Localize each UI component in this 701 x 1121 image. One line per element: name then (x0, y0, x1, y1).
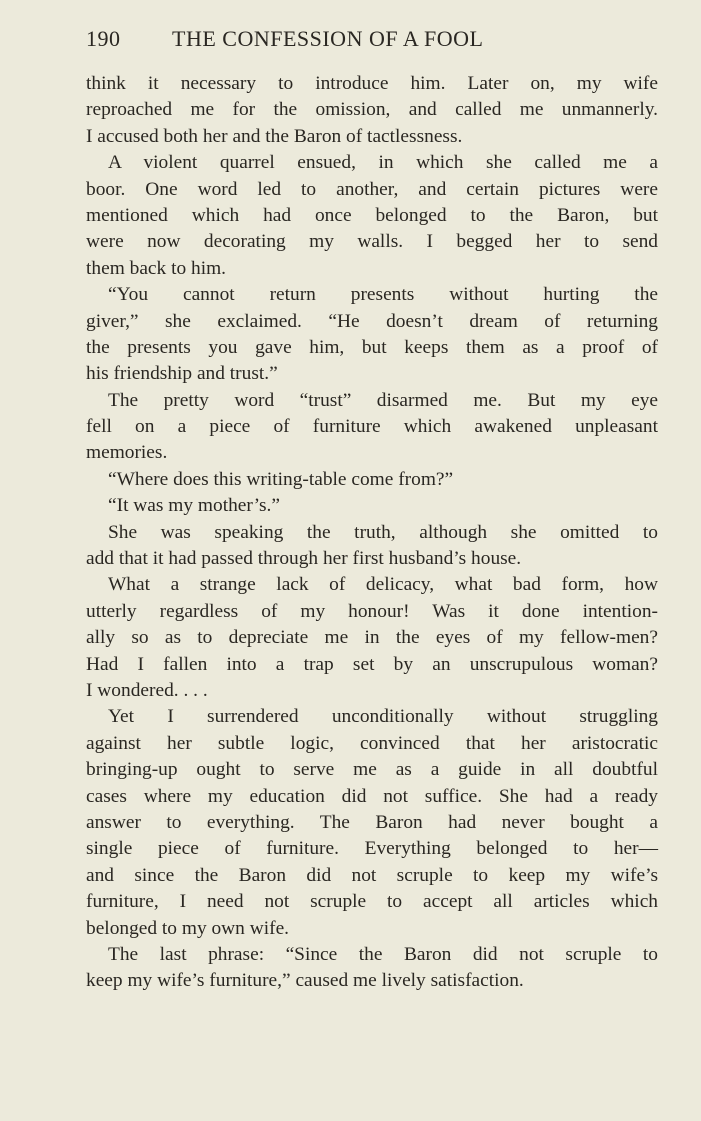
text-line: I wondered. . . . (86, 679, 208, 701)
text-line: belonged to my own wife. (86, 917, 290, 939)
text-line: reproached me for the omission, and called me unmannerly. (86, 99, 658, 121)
paragraph (86, 71, 658, 150)
text-line: utterly regardless of my honour! Was it done intention- (86, 600, 658, 622)
text-line: giver,” she exclaimed. “He doesn’t dream of returning (86, 310, 658, 332)
text-line: the presents you gave him, but keeps them as a proof of (86, 336, 658, 358)
paragraph (86, 704, 658, 942)
text-line: fell on a piece of furniture which awakened unpleasant (86, 416, 658, 438)
text-line: ally so as to depreciate me in the eyes of my fellow-men? (86, 627, 658, 649)
text-line: The pretty word “trust” disarmed me. But my eye (108, 389, 658, 411)
text-line: single piece of furniture. Everything belonged to her— (86, 838, 658, 860)
text-line: boor. One word led to another, and certain pictures were (86, 178, 658, 200)
running-title: THE CONFESSION OF A FOOL (172, 26, 484, 51)
text-line: add that it had passed through her first husband’s house. (86, 548, 522, 570)
text-line: She was speaking the truth, although she omitted to (108, 521, 658, 543)
text-line: cases where my education did not suffice. She had a ready (86, 785, 658, 807)
paragraph (86, 388, 658, 467)
text-line: “It was my mother’s.” (108, 495, 280, 517)
text-line: “Where does this writing-table come from?” (108, 468, 454, 490)
text-line: answer to everything. The Baron had never bought a (86, 811, 658, 833)
text-line: Had I fallen into a trap set by an unscrupulous woman? (86, 653, 658, 675)
paragraph (86, 467, 658, 493)
text-line: and since the Baron did not scruple to keep my wife’s (86, 864, 658, 886)
text-line: Yet I surrendered unconditionally without struggling (108, 706, 658, 728)
text-line: against her subtle logic, convinced that her aristocratic (86, 732, 658, 754)
paragraph (86, 572, 658, 704)
text-line: were now decorating my walls. I begged her to send (86, 231, 658, 253)
text-line: “You cannot return presents without hurting the (108, 284, 658, 306)
paragraph (86, 282, 658, 388)
page-header (86, 26, 658, 60)
paragraph (86, 150, 658, 282)
text-line: keep my wife’s furniture,” caused me lively satisfaction. (86, 970, 524, 992)
text-line: his friendship and trust.” (86, 363, 278, 385)
text-line: The last phrase: “Since the Baron did not scruple to (108, 943, 658, 965)
paragraph (86, 942, 658, 995)
body-text (86, 71, 658, 995)
text-line: think it necessary to introduce him. Later on, my wife (86, 73, 658, 94)
text-line: What a strange lack of delicacy, what bad form, how (108, 574, 658, 596)
text-line: furniture, I need not scruple to accept all articles which (86, 891, 658, 913)
text-line: them back to him. (86, 257, 227, 279)
text-line: bringing-up ought to serve me as a guide in all doubtful (86, 759, 658, 781)
text-line: I accused both her and the Baron of tactlessness. (86, 125, 463, 147)
text-line: A violent quarrel ensued, in which she called me a (108, 152, 658, 174)
paragraph (86, 493, 658, 519)
paragraph (86, 520, 658, 573)
text-line: mentioned which had once belonged to the Baron, but (86, 204, 658, 226)
page-number: 190 (86, 26, 121, 51)
text-line: memories. (86, 442, 168, 464)
